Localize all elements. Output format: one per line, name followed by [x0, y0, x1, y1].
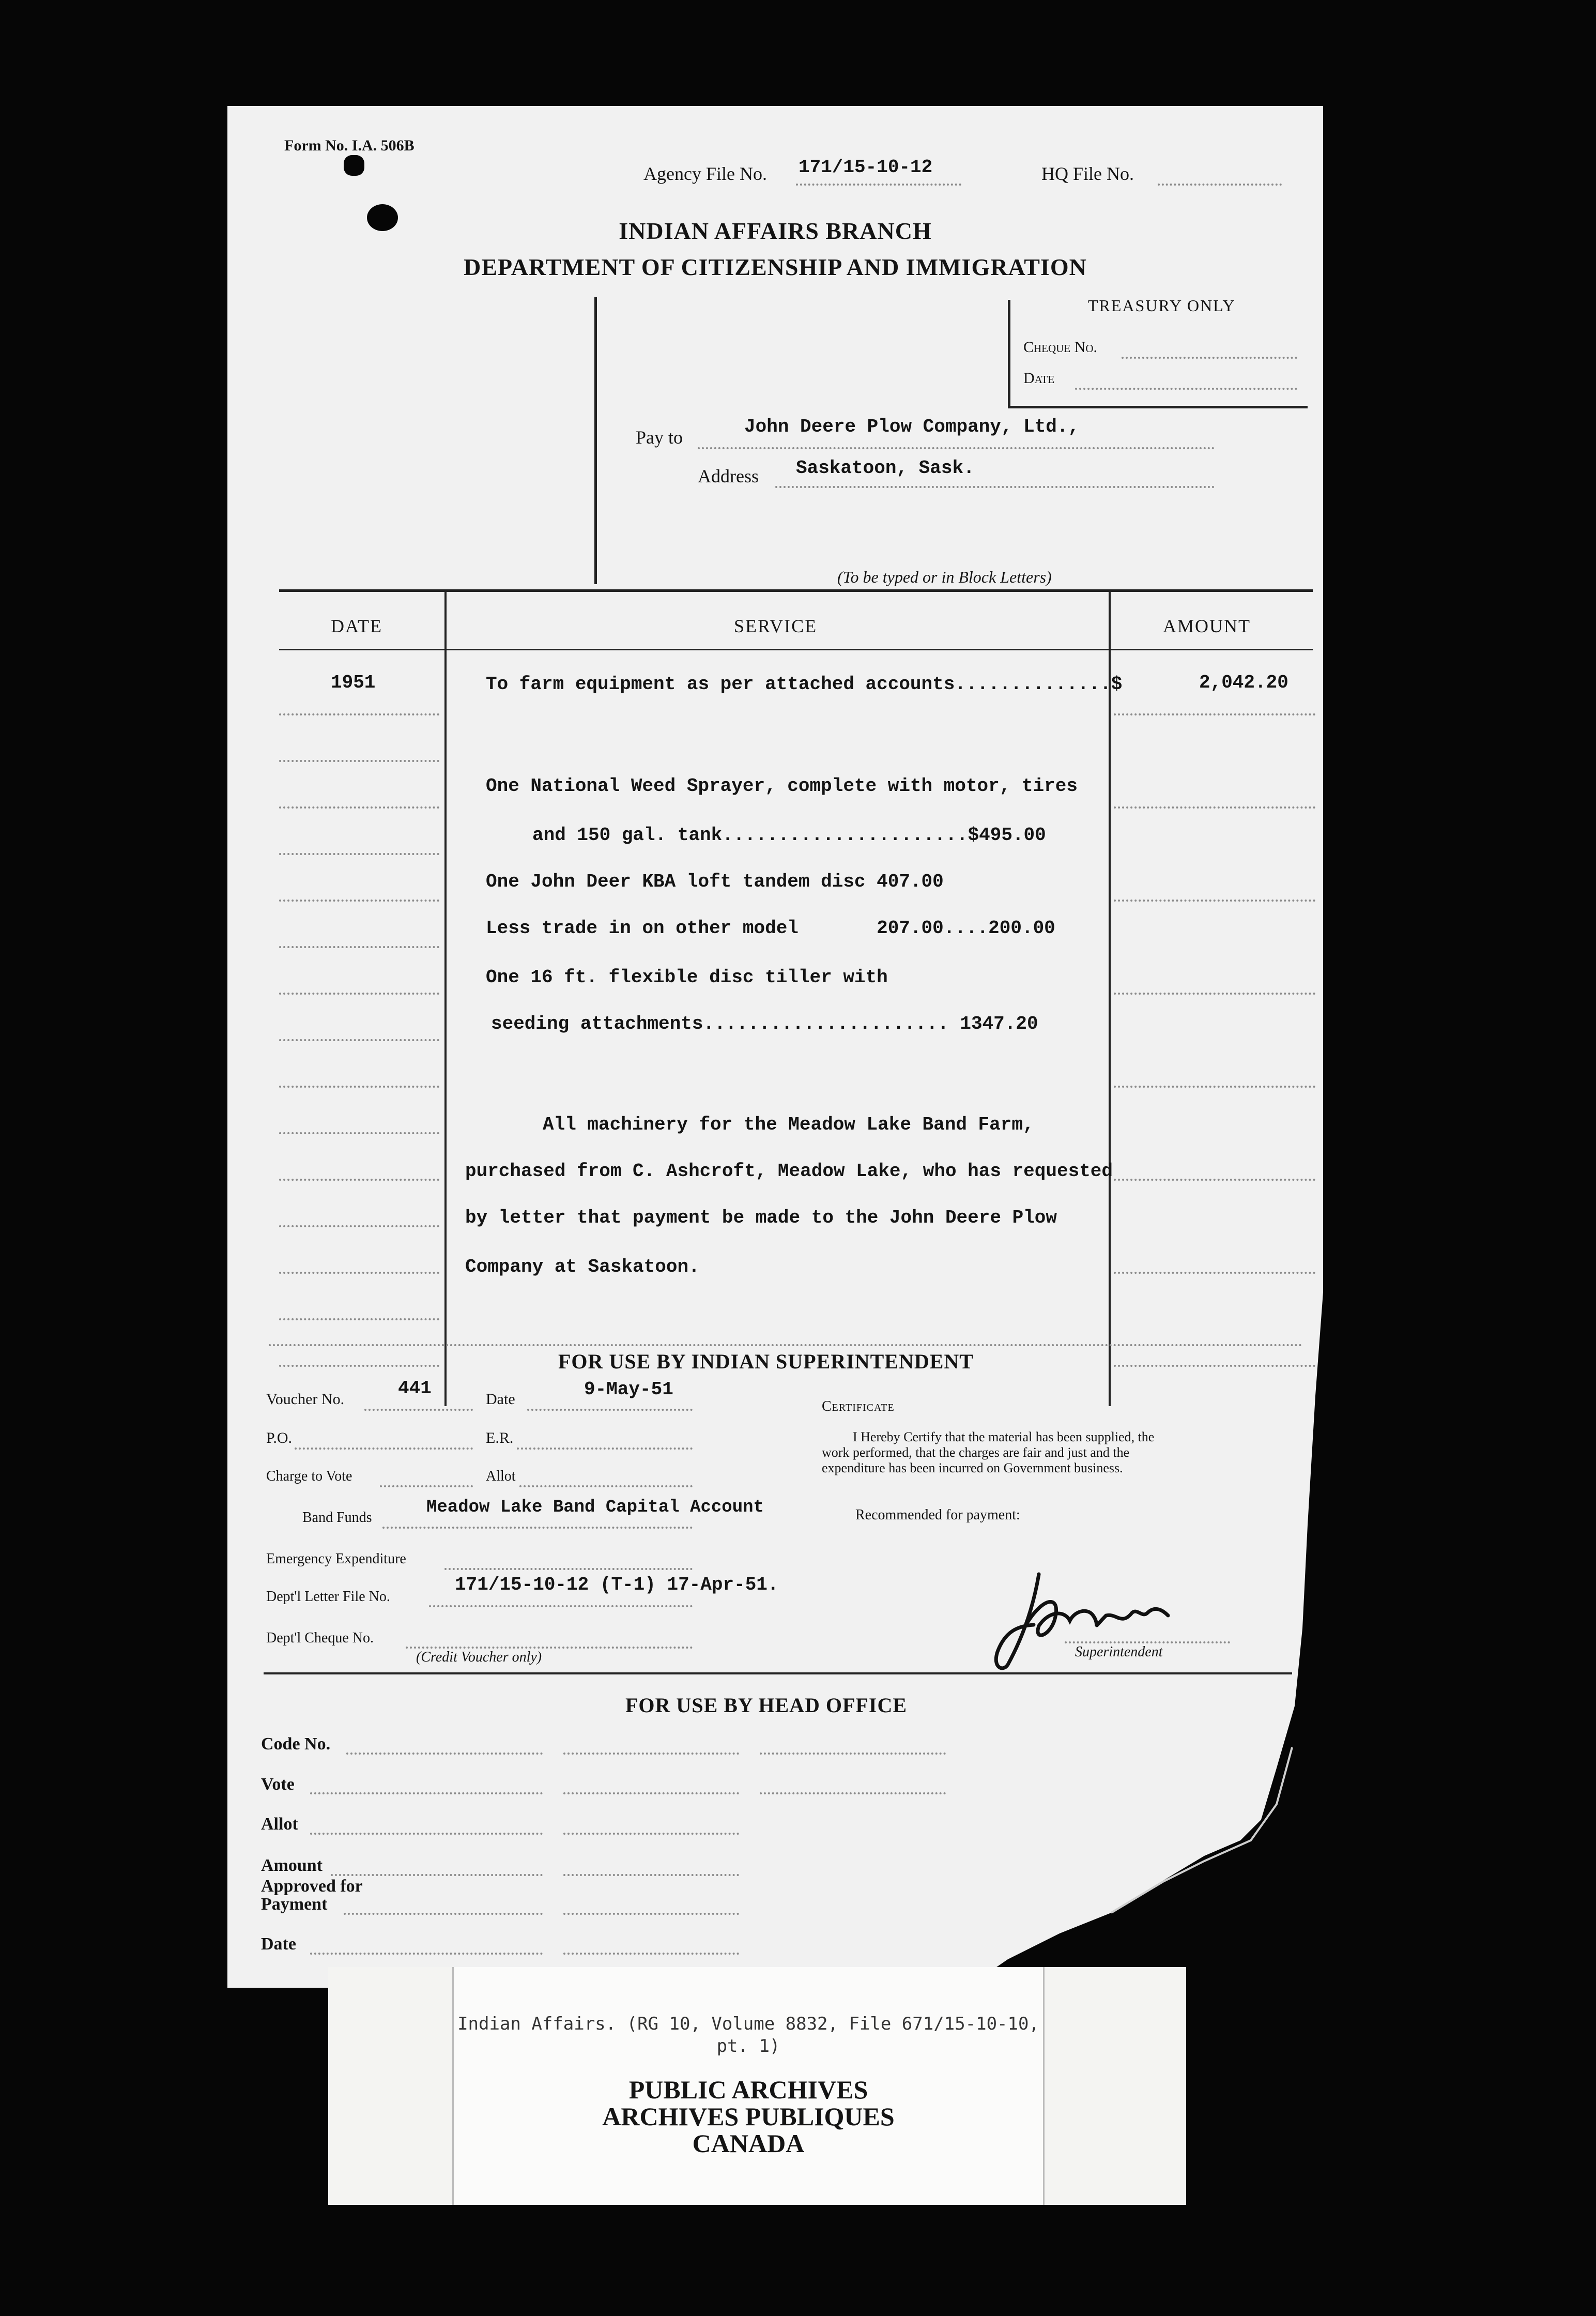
archive-label-panel — [452, 1967, 1045, 2205]
emergency-expenditure-label: Emergency Expenditure — [266, 1551, 406, 1567]
item-line: and 150 gal. tank......................$495.00 — [532, 825, 1046, 846]
treasury-title: TREASURY ONLY — [1088, 296, 1236, 315]
item-line: Less trade in on other model 207.00....200.00 — [486, 918, 1055, 939]
approved-for-label: Approved for — [261, 1877, 363, 1896]
er-label: E.R. — [486, 1429, 514, 1446]
voucher-no-value: 441 — [398, 1378, 432, 1399]
note-line: Company at Saskatoon. — [465, 1256, 700, 1277]
cheque-no-label-dept: Dept'l Cheque No. — [266, 1630, 374, 1646]
item-line: One National Weed Sprayer, complete with motor, tires — [486, 775, 1078, 797]
pay-to-value: John Deere Plow Company, Ltd., — [744, 416, 1080, 437]
superintendent-title: Superintendent — [1075, 1644, 1163, 1660]
archive-label — [328, 1967, 1186, 2205]
recommended-label: Recommended for payment: — [855, 1507, 1020, 1523]
certificate-text: I Hereby Certify that the material has been supplied, the work performed, that the charges are fair and just and the expenditure has been incurred on Government business. — [822, 1429, 1155, 1475]
pay-to-label: Pay to — [636, 427, 683, 448]
note-line: purchased from C. Ashcroft, Meadow Lake, who has requested — [465, 1161, 1113, 1182]
note-line: All machinery for the Meadow Lake Band Farm, — [543, 1114, 1034, 1135]
branch-title: INDIAN AFFAIRS BRANCH — [619, 218, 932, 244]
band-funds-label: Band Funds — [302, 1510, 372, 1526]
canada-line: CANADA — [692, 2129, 805, 2158]
item-line: One 16 ft. flexible disc tiller with — [486, 967, 888, 988]
amount-column-header: AMOUNT — [1163, 616, 1251, 636]
archive-reference-line1: Indian Affairs. (RG 10, Volume 8832, File 671/15-10-10, — [457, 2014, 1039, 2034]
letter-file-label: Dept'l Letter File No. — [266, 1589, 390, 1605]
po-label: P.O. — [266, 1429, 293, 1446]
item-line: One John Deer KBA loft tandem disc 407.00 — [486, 871, 944, 892]
department-title: DEPARTMENT OF CITIZENSHIP AND IMMIGRATION — [464, 254, 1087, 280]
item-line: seeding attachments...................... 1347.20 — [491, 1013, 1038, 1034]
address-label: Address — [698, 466, 759, 486]
address-value: Saskatoon, Sask. — [796, 458, 975, 479]
band-funds-value: Meadow Lake Band Capital Account — [426, 1498, 764, 1517]
row-amount: 2,042.20 — [1199, 672, 1288, 693]
vote-label: Vote — [261, 1775, 295, 1794]
amount-head-label: Amount — [261, 1856, 323, 1875]
charge-to-vote-label: Charge to Vote — [266, 1468, 352, 1484]
allot-head-label: Allot — [261, 1815, 298, 1834]
payment-label: Payment — [261, 1895, 328, 1914]
treasury-date-label: Date — [1023, 370, 1055, 387]
superintendent-heading: FOR USE BY INDIAN SUPERINTENDENT — [558, 1350, 974, 1373]
note-line: by letter that payment be made to the John Deere Plow — [465, 1207, 1057, 1228]
code-no-label: Code No. — [261, 1734, 331, 1754]
voucher-date-value: 9-May-51 — [584, 1379, 673, 1400]
voucher-date-label: Date — [486, 1391, 515, 1408]
letter-file-value: 171/15-10-12 (T-1) 17-Apr-51. — [455, 1574, 779, 1595]
head-office-heading: FOR USE BY HEAD OFFICE — [625, 1694, 908, 1717]
voucher-no-label: Voucher No. — [266, 1391, 345, 1408]
form-number: Form No. I.A. 506B — [284, 137, 415, 154]
cheque-no-label: Cheque No. — [1023, 339, 1097, 356]
row-date: 1951 — [331, 672, 376, 693]
archives-publiques-line: ARCHIVES PUBLIQUES — [602, 2102, 895, 2131]
credit-voucher-note: (Credit Voucher only) — [416, 1649, 542, 1665]
service-column-header: SERVICE — [734, 616, 818, 636]
allot-label: Allot — [486, 1468, 516, 1484]
hq-file-label: HQ File No. — [1041, 163, 1134, 184]
row-service: To farm equipment as per attached accounts..............$ — [486, 674, 1123, 695]
certificate-title: Certificate — [822, 1398, 895, 1414]
date-column-header: DATE — [331, 616, 382, 636]
agency-file-value: 171/15-10-12 — [799, 157, 933, 178]
block-letters-note: (To be typed or in Block Letters) — [837, 568, 1052, 586]
public-archives-line: PUBLIC ARCHIVES — [628, 2075, 868, 2104]
archive-reference-line2: pt. 1) — [716, 2036, 780, 2056]
date-head-label: Date — [261, 1934, 296, 1954]
agency-file-label: Agency File No. — [643, 163, 767, 184]
